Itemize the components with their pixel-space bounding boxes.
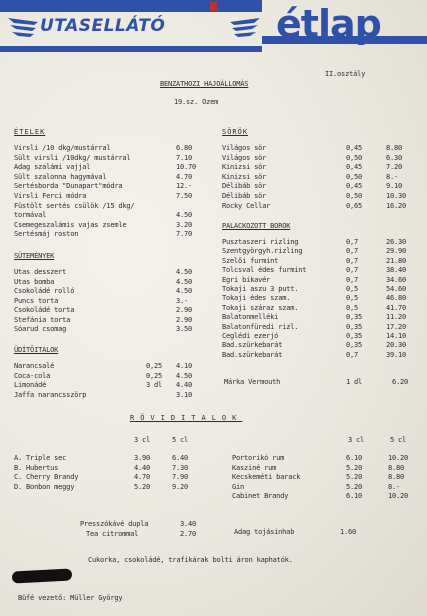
sor-item-name: Délibáb sör [222, 182, 267, 191]
rovid-right-name: Kecskeméti barack [232, 473, 301, 482]
espresso-price: 3.40 [180, 520, 197, 528]
udito-item-name: Jaffa narancsszörp [14, 390, 87, 399]
sutemeny-item-price: 2.90 [176, 306, 193, 314]
bor-item-name: Tokaji édes szam. [222, 294, 291, 303]
etelek-item-price: 4.50 [176, 211, 193, 220]
etelek-item-price: 4.70 [176, 172, 193, 181]
rovid-left-5cl: 7.30 [172, 463, 189, 472]
footer-note: Cukorka, csokoládé, trafikárak bolti áron kaphatók. [88, 556, 293, 564]
sutemeny-item-price: 3.- [176, 296, 189, 305]
rovid-right-name: Kasziné rum [232, 463, 277, 472]
bor-item-price: 29.90 [386, 247, 407, 256]
sutemeny-item-price: 4.50 [176, 287, 193, 295]
bor-item-name: Balatonfüredi rizl. [222, 322, 299, 331]
sor-item-name: Kinizsi sör [222, 172, 267, 181]
header-red-mark [210, 2, 217, 11]
bor-item-qty: 0,7 [346, 275, 359, 284]
sutemeny-item-price: 2.90 [176, 315, 193, 324]
sor-item-price: 6.30 [386, 153, 403, 162]
tojas-price: 1.60 [340, 528, 357, 536]
udito-item-price: 4.50 [176, 371, 193, 380]
rovid-left-3cl: 5.20 [134, 482, 151, 491]
etelek-item-name: Virsli Ferci módra [14, 192, 87, 200]
udito-item-price: 4.10 [176, 362, 193, 370]
bor-item-price: 14.10 [386, 332, 407, 340]
bor-item-name: Pusztaszeri rizling [222, 238, 299, 246]
roviditalok-heading: RÖVIDITALOK [130, 414, 243, 422]
bor-item-price: 11.20 [386, 313, 407, 322]
udito-item-name: Coca-cola [14, 371, 51, 380]
logo-text: UTASELLÁTÓ [40, 16, 166, 36]
rovid-col3-right: 3 cl [348, 436, 365, 444]
etelek-item-name: Csemegeszalámis vajas zsemle [14, 220, 127, 229]
etelek-item-price: 10.70 [176, 163, 197, 172]
sutemeny-item-price: 4.50 [176, 268, 193, 276]
date-label: 19.sz. Ozem [174, 98, 219, 106]
sor-item-qty: 0,45 [346, 163, 363, 172]
page-title: étlap [276, 2, 381, 46]
rovid-right-5cl: 8.80 [388, 473, 405, 482]
sor-item-price: 8.- [386, 172, 399, 181]
sor-item-qty: 0,50 [346, 172, 363, 181]
tojas-name: Adag tojásinhab [234, 528, 295, 536]
udito-item-price: 3.10 [176, 390, 193, 399]
bor-item-qty: 0,5 [346, 303, 359, 312]
rovid-left-5cl: 9.20 [172, 482, 189, 491]
bor-item-price: 20.30 [386, 341, 407, 350]
etelek-item-price: 6.80 [176, 144, 193, 152]
rovid-right-3cl: 5.20 [346, 473, 363, 482]
rovid-right-5cl: 10.20 [388, 454, 409, 462]
rovid-left-name: A. Triple sec [14, 454, 67, 462]
etelek-item-name: Sertésmáj roston [14, 230, 79, 239]
bor-item-qty: 0,7 [346, 238, 359, 246]
rovid-col5-left: 5 cl [172, 436, 189, 444]
rovid-right-3cl: 6.10 [346, 454, 363, 462]
sutemenyek-heading: SÜTEMÉNYEK [14, 252, 55, 260]
manager-line: Büfé vezető: Müller György [18, 594, 123, 602]
sutemeny-item-price: 3.50 [176, 325, 193, 333]
sor-item-qty: 0,45 [346, 182, 363, 191]
menu-header [0, 0, 427, 62]
sor-item-name: Kinizsi sör [222, 163, 267, 172]
rovid-right-name: Cabinet Brandy [232, 492, 289, 501]
ship-name: BENZATHOZI HAJOÁLLOMÁS [160, 80, 249, 88]
uditok-heading: ÜDÍTŐITALOK [14, 346, 59, 354]
rovid-col5-right: 5 cl [390, 436, 407, 444]
rovid-right-name: Gin [232, 482, 245, 491]
sor-item-price: 10.30 [386, 192, 407, 200]
bor-item-price: 34.60 [386, 275, 407, 284]
header-blue-band [0, 0, 262, 12]
bor-item-name: Ceglédi ezerjó [222, 332, 279, 340]
bor-item-name: Tokaji száraz szam. [222, 303, 299, 312]
bor-item-qty: 0,5 [346, 285, 359, 293]
etelek-item-name: Sertésborda "Dunapart"módra [14, 182, 123, 191]
rovid-right-name: Portorikó rum [232, 454, 285, 462]
sor-item-price: 7.20 [386, 163, 403, 172]
bor-item-qty: 0,35 [346, 313, 363, 322]
bor-item-price: 46.80 [386, 294, 407, 303]
bor-item-price: 21.80 [386, 256, 407, 265]
etelek-item-name: tormával [14, 211, 47, 220]
sor-item-name: Világos sör [222, 153, 267, 162]
vermouth-name: Márka Vermouth [224, 378, 281, 386]
etelek-item-name: Virsli /10 dkg/mustárral [14, 144, 111, 152]
rovid-left-3cl: 4.70 [134, 473, 151, 482]
rovid-left-name: D. Bonbon meggy [14, 482, 75, 491]
bor-item-name: Balatonmelléki [222, 313, 279, 322]
tea-name: Tea citrommal [86, 530, 139, 538]
rovid-left-name: C. Cherry Brandy [14, 473, 79, 482]
rovid-left-3cl: 4.40 [134, 463, 151, 472]
etelek-item-price: 7.70 [176, 230, 193, 239]
sutemeny-item-name: Stefánia torta [14, 315, 71, 324]
bor-item-price: 26.30 [386, 238, 407, 246]
header-blue-band-lower [0, 46, 262, 52]
etelek-item-name: Adag szalámi vajjal [14, 163, 91, 172]
bor-item-qty: 0,35 [346, 332, 363, 340]
udito-item-name: Limonádé [14, 381, 47, 389]
vermouth-qty: 1 dl [346, 378, 363, 386]
bor-item-name: Bad.szürkebarát [222, 350, 283, 359]
rovid-right-5cl: 10.20 [388, 492, 409, 501]
class-label: II.osztály [325, 70, 366, 78]
sor-item-qty: 0,65 [346, 201, 363, 210]
rovid-left-5cl: 6.40 [172, 454, 189, 462]
rovid-right-3cl: 5.20 [346, 463, 363, 472]
rovid-right-5cl: 8.80 [388, 463, 405, 472]
etelek-item-price: 7.10 [176, 153, 193, 162]
vermouth-price: 6.20 [392, 378, 409, 386]
bor-item-qty: 0,7 [346, 256, 359, 265]
sor-item-price: 9.10 [386, 182, 403, 191]
sor-item-name: Világos sör [222, 144, 267, 152]
bor-item-qty: 0,5 [346, 294, 359, 303]
palackozott-heading: PALACKOZOTT BOROK [222, 222, 291, 230]
sor-item-qty: 0,50 [346, 192, 363, 200]
udito-item-price: 4.40 [176, 381, 193, 389]
etelek-item-price: 3.20 [176, 220, 193, 229]
rovid-right-3cl: 5.20 [346, 482, 363, 491]
etelek-item-price: 7.50 [176, 192, 193, 200]
rovid-col3-left: 3 cl [134, 436, 151, 444]
bor-item-price: 41.70 [386, 303, 407, 312]
rovid-right-5cl: 8.- [388, 482, 401, 491]
sutemeny-item-name: Puncs torta [14, 296, 59, 305]
bor-item-price: 17.20 [386, 322, 407, 331]
bor-item-qty: 0,7 [346, 350, 359, 359]
wing-logo-right-icon [222, 14, 262, 42]
bor-item-qty: 0,7 [346, 247, 359, 256]
sutemeny-item-name: Utas bomba [14, 277, 55, 286]
udito-item-qty: 3 dl [146, 381, 163, 389]
wing-logo-icon [6, 14, 40, 42]
udito-item-qty: 0,25 [146, 371, 163, 380]
bor-item-name: Bad.szürkebarát [222, 341, 283, 350]
sor-item-name: Rocky Cellar [222, 201, 271, 210]
sor-item-price: 8.80 [386, 144, 403, 152]
sutemeny-item-name: Utas desszert [14, 268, 67, 276]
sor-item-qty: 0,50 [346, 153, 363, 162]
bor-item-name: Tolcsval édes furmint [222, 266, 307, 275]
etelek-item-price: 12.- [176, 182, 193, 191]
bor-item-price: 39.10 [386, 350, 407, 359]
rovid-right-3cl: 6.10 [346, 492, 363, 501]
rovid-left-3cl: 3.90 [134, 454, 151, 462]
bor-item-name: Egri bikavér [222, 275, 271, 284]
rovid-left-name: B. Hubertus [14, 463, 59, 472]
sutemeny-item-name: Sóarud csomag [14, 325, 67, 333]
sorok-heading: SÖRÖK [222, 128, 249, 136]
sutemeny-item-name: Csokoládé torta [14, 306, 75, 314]
etelek-item-name: Sült virsli /10dkg/ mustárral [14, 153, 131, 162]
sor-item-qty: 0,45 [346, 144, 363, 152]
sor-item-price: 16.20 [386, 201, 407, 210]
udito-item-qty: 0,25 [146, 362, 163, 370]
bor-item-qty: 0,7 [346, 266, 359, 275]
etelek-item-name: Füstölt sertés csülök /15 dkg/ [14, 201, 135, 210]
bor-item-name: Szelői furmint [222, 256, 279, 265]
rovid-left-5cl: 7.90 [172, 473, 189, 482]
bor-item-qty: 0,35 [346, 341, 363, 350]
etelek-item-name: Sült szalonna hagymával [14, 172, 107, 181]
bor-item-name: Szentgyörgyh.rizling [222, 247, 303, 256]
redaction-mark [12, 568, 73, 583]
sutemeny-item-price: 4.50 [176, 277, 193, 286]
bor-item-name: Tokaji aszu 3 putt. [222, 285, 299, 293]
sor-item-name: Délibáb sör [222, 192, 267, 200]
etelek-heading: ÉTELEK [14, 128, 46, 136]
bor-item-qty: 0,35 [346, 322, 363, 331]
bor-item-price: 54.60 [386, 285, 407, 293]
sutemeny-item-name: Csokoládé rolló [14, 287, 75, 295]
espresso-name: Presszókávé dupla [80, 520, 149, 528]
bor-item-price: 38.40 [386, 266, 407, 275]
tea-price: 2.70 [180, 530, 197, 538]
udito-item-name: Narancsalé [14, 362, 55, 370]
